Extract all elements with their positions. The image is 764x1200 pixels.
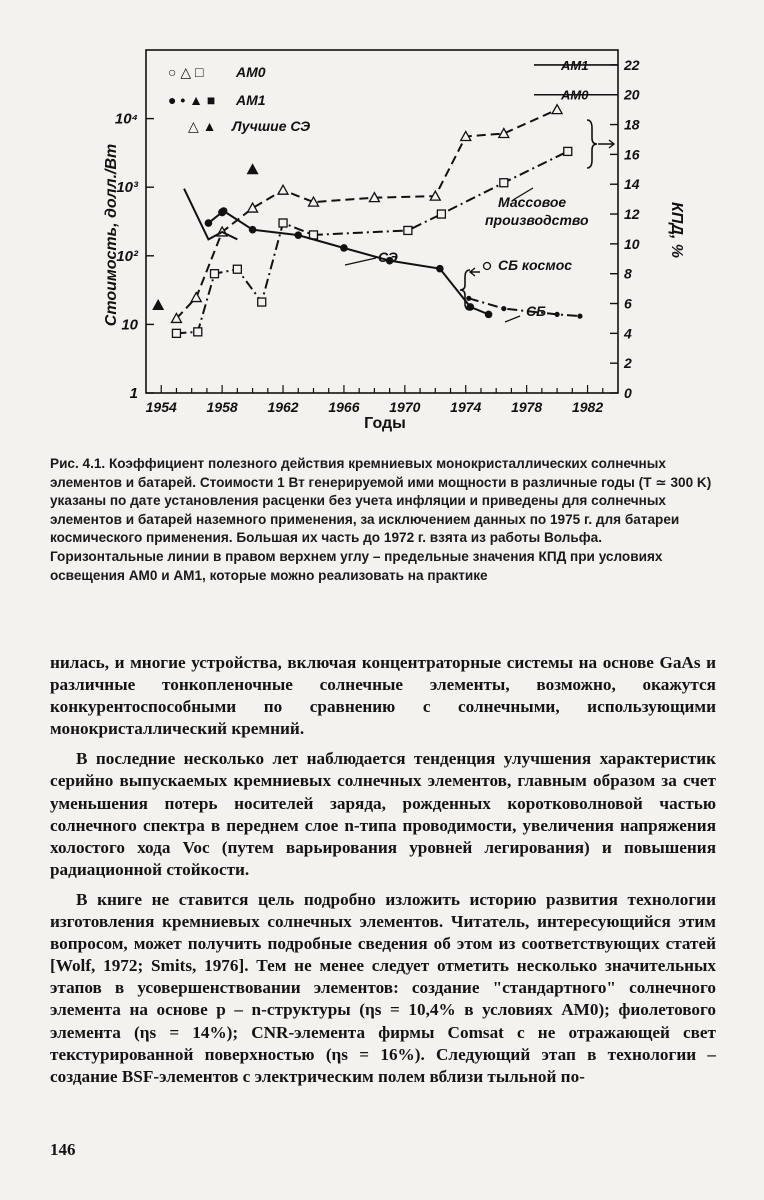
series-line bbox=[176, 151, 567, 333]
x-tick-label: 1954 bbox=[145, 399, 177, 415]
right-tick-label: 10 bbox=[624, 235, 640, 252]
right-tick-label: 0 bbox=[624, 385, 632, 401]
legend-markers-best: △ ▲ bbox=[188, 118, 217, 134]
circle-marker bbox=[436, 265, 444, 273]
isolated-points bbox=[152, 163, 258, 310]
paragraph: нилась, и многие устройства, включая концентраторные системы на основе GaAs и различные тонкопленочные солнечные элементы, возможно, окажутся конкурентоспособными по сравнению с солнечными, использующими монокристаллический кремний. bbox=[50, 653, 716, 739]
left-tick-label: 1 bbox=[129, 385, 138, 402]
limit-line-label: AM0 bbox=[561, 87, 589, 103]
annotation-sb-space: СБ космос bbox=[498, 257, 573, 273]
right-tick-label: 12 bbox=[624, 206, 640, 223]
arrow-sb bbox=[470, 268, 480, 276]
right-tick-label: 22 bbox=[624, 56, 640, 73]
annotation-mass-line1: Массовое bbox=[498, 194, 567, 210]
left-axis-ticks bbox=[115, 111, 154, 402]
x-axis-ticks bbox=[146, 385, 604, 415]
square-marker bbox=[437, 210, 445, 218]
filled-triangle-point bbox=[247, 163, 259, 174]
y-axis-right-label: КПД, % bbox=[668, 201, 685, 259]
triangle-marker bbox=[552, 105, 562, 114]
sb-leader bbox=[505, 316, 520, 322]
left-tick-label: 10⁴ bbox=[114, 110, 138, 128]
triangle-marker bbox=[248, 203, 258, 212]
square-marker bbox=[211, 270, 219, 278]
right-tick-label: 4 bbox=[624, 325, 632, 342]
dot-marker bbox=[501, 306, 506, 311]
square-marker bbox=[279, 219, 287, 227]
circle-marker bbox=[205, 219, 213, 227]
limit-line-label: AM1 bbox=[561, 57, 589, 73]
dot-marker bbox=[466, 296, 471, 301]
series-line bbox=[208, 211, 488, 314]
x-tick-label: 1974 bbox=[450, 399, 482, 415]
paragraph: В книге не ставится цель подробно изложить историю развития технологии изготовления кремниевых солнечных элементов. Читатель, интересующийся этим вопросом, может получить подробные сведения об этом из соответствующих статей [Wolf, 1972; Smits, 1976]. Тем не менее следует отметить несколько значительных этапов в усовершенствовании элементов: создание "стандартного" солнечного элемента на основе p – n-структуры (ηs = 10,4% в условиях AM0); фиолетового элемента (ηs = 14%); CNR-элемента фирмы Comsat с не отражающей свет текстурированной поверхностью (ηs = 16%). Следующий этап в технологии – создание BSF-элементов с электрическим полем вблизи тыльной по- bbox=[50, 889, 716, 1086]
circle-marker bbox=[294, 231, 302, 239]
right-tick-label: 2 bbox=[624, 355, 632, 372]
left-tick-label: 10 bbox=[121, 316, 138, 334]
filled-circle-point bbox=[218, 208, 226, 216]
page-number: 146 bbox=[50, 1140, 76, 1159]
triangle-marker bbox=[278, 185, 288, 194]
arrow-limits bbox=[598, 140, 614, 148]
figure-caption: Рис. 4.1. Коэффициент полезного действия кремниевых монокристаллических солнечных элементов и батарей. Стоимости 1 Вт генерируемой ими мощности в различные годы (T ≃ 300 K) указаны по дате установления расценки без учета инфляции и приведены для солнечных элементов и батарей наземного применения, за исключением данных по 1975 г. для батареи космического применения. Большая их часть до 1972 г. взята из работы Вольфа. Горизонтальные линии в правом верхнем углу – предельные значения КПД при условиях освещения AM0 и AM1, которые можно реализовать на практике bbox=[50, 456, 712, 583]
square-marker bbox=[564, 147, 572, 155]
square-marker bbox=[500, 179, 508, 187]
right-tick-label: 16 bbox=[624, 146, 640, 163]
x-tick-label: 1962 bbox=[267, 399, 299, 415]
legend-label-am0: AM0 bbox=[236, 64, 266, 80]
square-marker bbox=[233, 265, 241, 273]
legend-label-am1: AM1 bbox=[236, 92, 266, 108]
left-tick-label: 10² bbox=[116, 247, 138, 265]
brace-limits bbox=[587, 120, 597, 168]
circle-marker bbox=[485, 311, 493, 319]
legend bbox=[168, 64, 310, 134]
square-marker bbox=[404, 226, 412, 234]
dot-marker bbox=[577, 314, 582, 319]
dot-marker bbox=[554, 312, 559, 317]
filled-triangle-point bbox=[152, 299, 164, 310]
paragraph: В последние несколько лет наблюдается тенденция улучшения характеристик серийно выпускаемых кремниевых солнечных элементов, главным образом за счет уменьшения потерь носителей заряда, рожденных коротковолновой частью солнечного спектра в переднем слое n-типа проводимости, увеличения напряжения холостого хода Voc (путем варьирования уровней легирования) и повышения радиационной стойкости. bbox=[50, 749, 716, 879]
se-leader bbox=[345, 258, 376, 265]
x-axis-label: Годы bbox=[364, 415, 406, 432]
x-tick-label: 1966 bbox=[328, 399, 360, 415]
annotation-sb: СБ bbox=[526, 303, 547, 319]
right-tick-label: 20 bbox=[624, 86, 640, 103]
body-text bbox=[50, 652, 716, 1096]
x-tick-label: 1978 bbox=[511, 399, 543, 415]
square-marker bbox=[172, 329, 180, 337]
annotation-se: СЭ bbox=[378, 249, 398, 265]
left-tick-label: 10³ bbox=[116, 179, 138, 197]
square-marker bbox=[258, 298, 266, 306]
x-tick-label: 1970 bbox=[389, 399, 421, 415]
right-tick-label: 18 bbox=[624, 116, 640, 133]
y-axis-left-label: Стоимость, долл./Вт bbox=[103, 143, 120, 327]
legend-markers-am0: ○ △ □ bbox=[168, 64, 204, 80]
x-tick-label: 1982 bbox=[571, 399, 604, 415]
efficiency-cost-chart bbox=[0, 0, 764, 450]
legend-label-best: Лучшие СЭ bbox=[232, 118, 311, 134]
square-marker bbox=[194, 328, 202, 336]
right-tick-label: 6 bbox=[624, 295, 632, 312]
sb-space-marker bbox=[484, 263, 491, 270]
annotation-mass-line2: производство bbox=[485, 212, 589, 228]
circle-marker bbox=[249, 226, 257, 234]
right-tick-label: 8 bbox=[624, 265, 632, 282]
x-tick-label: 1958 bbox=[206, 399, 238, 415]
triangle-marker bbox=[191, 293, 201, 302]
right-axis-ticks bbox=[610, 57, 640, 401]
legend-markers-am1: ● • ▲ ■ bbox=[168, 92, 216, 108]
circle-marker bbox=[340, 244, 348, 252]
efficiency-limit-lines bbox=[534, 58, 618, 103]
right-tick-label: 14 bbox=[624, 176, 640, 193]
annotations bbox=[345, 120, 614, 322]
